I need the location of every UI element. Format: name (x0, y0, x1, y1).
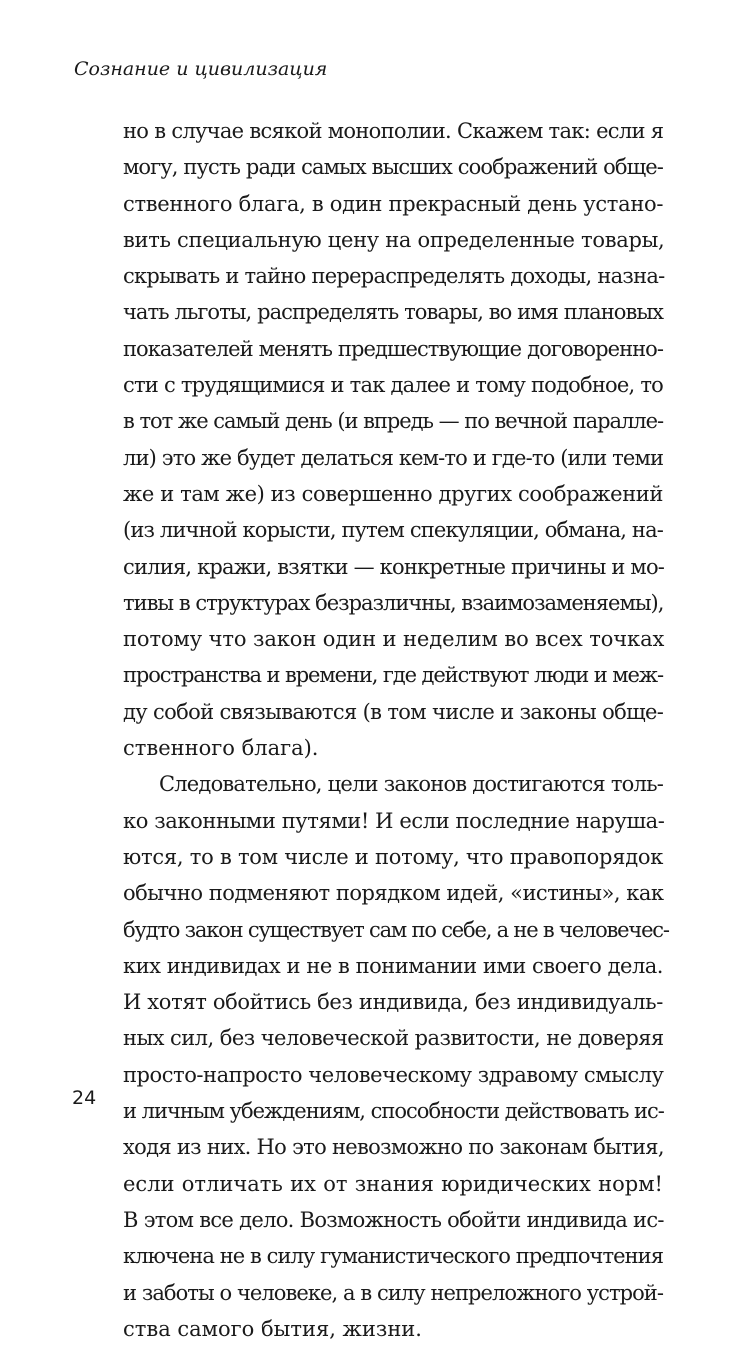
text-line: ко законными путями! И если последние наруша- (123, 808, 665, 833)
text-line: силия, кражи, взятки — конкретные причины и мо- (123, 554, 665, 579)
page-number: 24 (72, 1087, 97, 1109)
text-line: же и там же) из совершенно других соображений (123, 481, 663, 506)
text-line: ходя из них. Но это невозможно по законам бытия, (123, 1135, 664, 1160)
text-line: просто-напросто человеческому здравому смыслу (123, 1062, 664, 1087)
text-line: в тот же самый день (и впредь — по вечной паралле- (123, 409, 663, 434)
text-line: ства самого бытия, жизни. (123, 1316, 422, 1341)
text-line: ются, то в том числе и потому, что правопорядок (123, 844, 664, 869)
text-line: показателей менять предшествующие договоренно- (123, 336, 663, 361)
text-line: сти с трудящимися и так далее и тому подобное, то (123, 373, 663, 398)
text-line: ли) это же будет делаться кем-то и где-то (или теми (123, 445, 664, 470)
text-line: потому что закон один и неделим во всех точках (123, 627, 665, 652)
text-line: ных сил, без человеческой развитости, не доверяя (123, 1026, 664, 1051)
text-line: но в случае всякой монополии. Скажем так: если я (123, 119, 664, 143)
text-line: если отличать их от знания юридических норм! (123, 1171, 663, 1196)
text-line: ключена не в силу гуманистического предпочтения (123, 1244, 663, 1269)
text-line: ких индивидах и не в понимании ими своего дела. (123, 953, 663, 978)
text-line: скрывать и тайно перераспределять доходы, назна- (123, 264, 665, 289)
text-line: могу, пусть ради самых высших соображений обще- (123, 155, 663, 180)
text-line: и личным убеждениям, способности действовать ис- (123, 1099, 664, 1124)
text-line: (из личной корысти, путем спекуляции, обмана, на- (123, 518, 663, 543)
text-line: вить специальную цену на определенные товары, (123, 227, 665, 252)
text-line: И хотят обойтись без индивида, без индивидуаль- (123, 990, 663, 1015)
running-header: Сознание и цивилизация (74, 58, 328, 80)
text-line: Следовательно, цели законов достигаются толь- (159, 772, 663, 797)
text-line: ственного блага). (123, 736, 319, 761)
text-line: обычно подменяют порядком идей, «истины», как (123, 881, 664, 906)
text-line: будто закон существует сам по себе, а не в человечес- (123, 917, 669, 942)
text-line: пространства и времени, где действуют люди и меж- (123, 663, 663, 688)
text-line: ственного блага, в один прекрасный день устано- (123, 191, 664, 216)
text-line: и заботы о человеке, а в силу непреложного устрой- (123, 1280, 663, 1305)
text-line: ду собой связываются (в том числе и законы обще- (123, 699, 664, 724)
text-line: тивы в структурах безразличны, взаимозаменяемы), (123, 590, 664, 615)
text-line: В этом все дело. Возможность обойти индивида ис- (123, 1207, 664, 1232)
body-text (123, 113, 669, 1347)
text-line: чать льготы, распределять товары, во имя плановых (123, 300, 663, 325)
